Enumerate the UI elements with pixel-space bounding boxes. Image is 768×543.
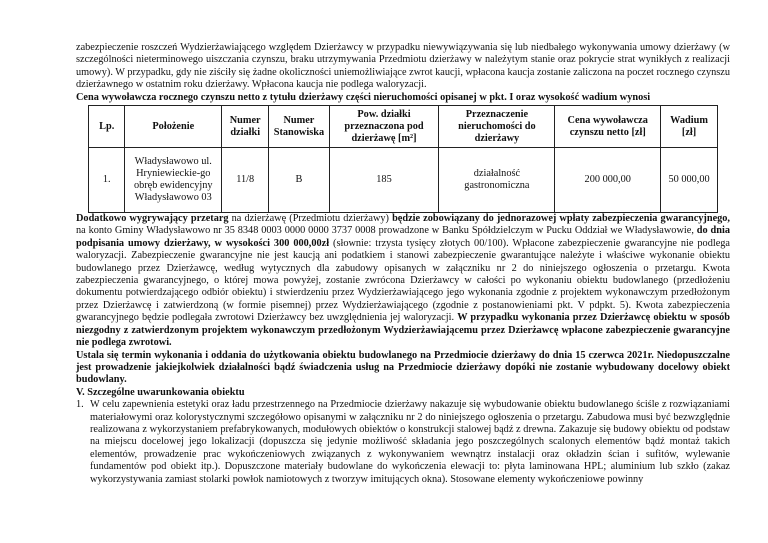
deposit-text-2: na konto Gminy Władysławowo nr 35 8348 0003 0000 0000 3737 0008 prowadzone w Banku Spółdzielczym w Pucku Oddział we Władysławowie,: [76, 225, 697, 237]
header-powierzchnia: Pow. działki przeznaczona pod dzierżawę [m²]: [329, 106, 439, 148]
document-page: [76, 42, 730, 486]
header-lp: Lp.: [89, 106, 125, 148]
table-header-row: [89, 106, 718, 148]
deposit-bold-1: Dodatkowo wygrywający przetarg: [76, 213, 229, 225]
cell-przeznaczenie: działalność gastronomiczna: [439, 148, 555, 213]
header-przeznaczenie: Przeznaczenie nieruchomości do dzierżawy: [439, 106, 555, 148]
header-cena: Cena wywoławcza czynszu netto [zł]: [555, 106, 661, 148]
deposit-bold-3: do dnia podpisania umowy dzierżawy, w wysokości 300 000,00zł: [76, 225, 730, 249]
list-item: [76, 399, 730, 486]
cell-powierzchnia: 185: [329, 148, 439, 213]
header-polozenie: Położenie: [125, 106, 222, 148]
header-dzialka: Numer działki: [222, 106, 269, 148]
cell-polozenie: Władysławowo ul. Hryniewieckie-go obręb ewidencyjny Władysławowo 03: [125, 148, 222, 213]
cell-cena: 200 000,00: [555, 148, 661, 213]
deposit-bold-2: będzie zobowiązany do jednorazowej wpłaty zabezpieczenia gwarancyjnego,: [392, 213, 731, 225]
cell-lp: 1.: [89, 148, 125, 213]
table-row: [89, 148, 718, 213]
section-v-heading: V. Szczególne uwarunkowania obiektu: [76, 386, 245, 398]
list-item-text: W celu zapewnienia estetyki oraz ładu przestrzennego na Przedmiocie dzierżawy nakazuje się wybudowanie obiektu budowlanego ściśle z rozwiązaniami materiałowymi oraz kolorystycznymi szczegółowo opisanymi w załączniku nr 2 do niniejszego ogłoszenia o przetargu. Zabudowa musi być bezwzględnie realizowana z wykorzystaniem prefabrykowanych, modułowych obiektów o konstrukcji stalowej bądź z drewna. Zakazuje się budowy obiektu od podstaw na miejscu docelowej jego lokalizacji (dopuszcza się jedynie możliwość składania jego poszczególnych scalonych elementów bądź montaż takich elementów, prowadzenie prac wykończeniowych związanych z wykonywaniem wewnątrz instalacji oraz okładzin ścian i sufitów, wylewanie fundamentów pod obiekt itp.). Dopuszczone materiały budowlane do wykończenia elewacji to: płyta laminowana HPL; aluminium lub szkło (zakaz wykorzystywania zamiast stolarki powłok namiotowych z tworzyw imitujących okna). Stosowane elementy wykończeniowe powinny: [90, 399, 730, 485]
header-stanowisko: Numer Stanowiska: [269, 106, 329, 148]
deposit-text-1: na dzierżawę (Przedmiotu dzierżawy): [228, 213, 393, 225]
section-v-list: [76, 399, 730, 486]
list-item-number: 1.: [76, 399, 84, 411]
deadline-paragraph: Ustala się termin wykonania i oddania do użytkowania obiektu budowlanego na Przedmiocie dzierżawy do dnia 15 czerwca 2021r. Niedopuszczalne jest prowadzenie jakiejkolwiek działalności bądź świadczenia usług na Przedmiocie dzierżawy dopóki nie zostanie wybudowany docelowy obiekt budowlany.: [76, 349, 730, 386]
cell-stanowisko: B: [269, 148, 329, 213]
deposit-paragraph: [76, 213, 730, 349]
header-wadium: Wadium [zł]: [661, 106, 718, 148]
lease-table: [88, 105, 718, 213]
deposit-bold-4: W przypadku wykonania przez Dzierżawcę obiektu w sposób niezgodny z zatwierdzonym projektem wykonawczym przedłożonym Wydzierżawiającemu przez Dzierżawcę wpłacone zabezpieczenie gwarancyjne nie podlega zwrotowi.: [76, 312, 731, 349]
cell-wadium: 50 000,00: [661, 148, 718, 213]
table-caption: Cena wywoławcza rocznego czynszu netto z tytułu dzierżawy części nieruchomości opisanej w pkt. I oraz wysokość wadium wynosi: [76, 91, 651, 103]
intro-paragraph: zabezpieczenie roszczeń Wydzierżawiającego względem Dzierżawcy w przypadku niewywiązywania się lub niedbałego wykonywania umowy dzierżawy (w szczególności nieterminowego uiszczania czynszu, braku utrzymywania Przedmiotu dzierżawy w należytym stanie oraz pokrycie strat wynikłych z realizacji umowy). W przypadku, gdy nie ziściły się żadne okoliczności uniemożliwiające zwrot kaucji, wpłacona kaucja zostanie zaliczona na poczet rocznego czynszu dzierżawnego w ostatnim roku dzierżawy. Wpłacona kaucja nie podlega waloryzacji.: [76, 42, 730, 91]
deposit-text-3: (słownie: trzysta tysięcy złotych 00/100). Wpłacone zabezpieczenie gwarancyjne nie podlega waloryzacji. Zabezpieczenie gwarancyjne nie jest kaucją ani podatkiem i stanowi zabezpieczenie gwarantujące należyte i właściwe wykonanie obiektu budowlanego przez Dzierżawcę, według wytycznych dla zabudowy opisanych w załączniku nr 2 do niniejszego ogłoszenia o przetargu. Kwota zabezpieczenia gwarancyjnego, o której mowa powyżej, zostanie zwrócona Dzierżawcy w całości po wykonaniu obiektu budowlanego (przedłożeniu dokumentu potwierdzającego odbiór obiektu) i stwierdzeniu przez Wydzierżawiającego jego wykonania zgodnie z projektem wykonawczym przedłożonym przez Dzierżawcę i zatwierdzoną (w formie pisemnej) przez Wydzierżawiającego (zgodnie z postanowieniami pkt. V pdpkt. 5). Kwota zabezpieczenia gwarancyjnego będzie podlegała zwrotowi Dzierżawcy bez uwzględnienia jej waloryzacji.: [76, 237, 730, 324]
cell-dzialka: 11/8: [222, 148, 269, 213]
